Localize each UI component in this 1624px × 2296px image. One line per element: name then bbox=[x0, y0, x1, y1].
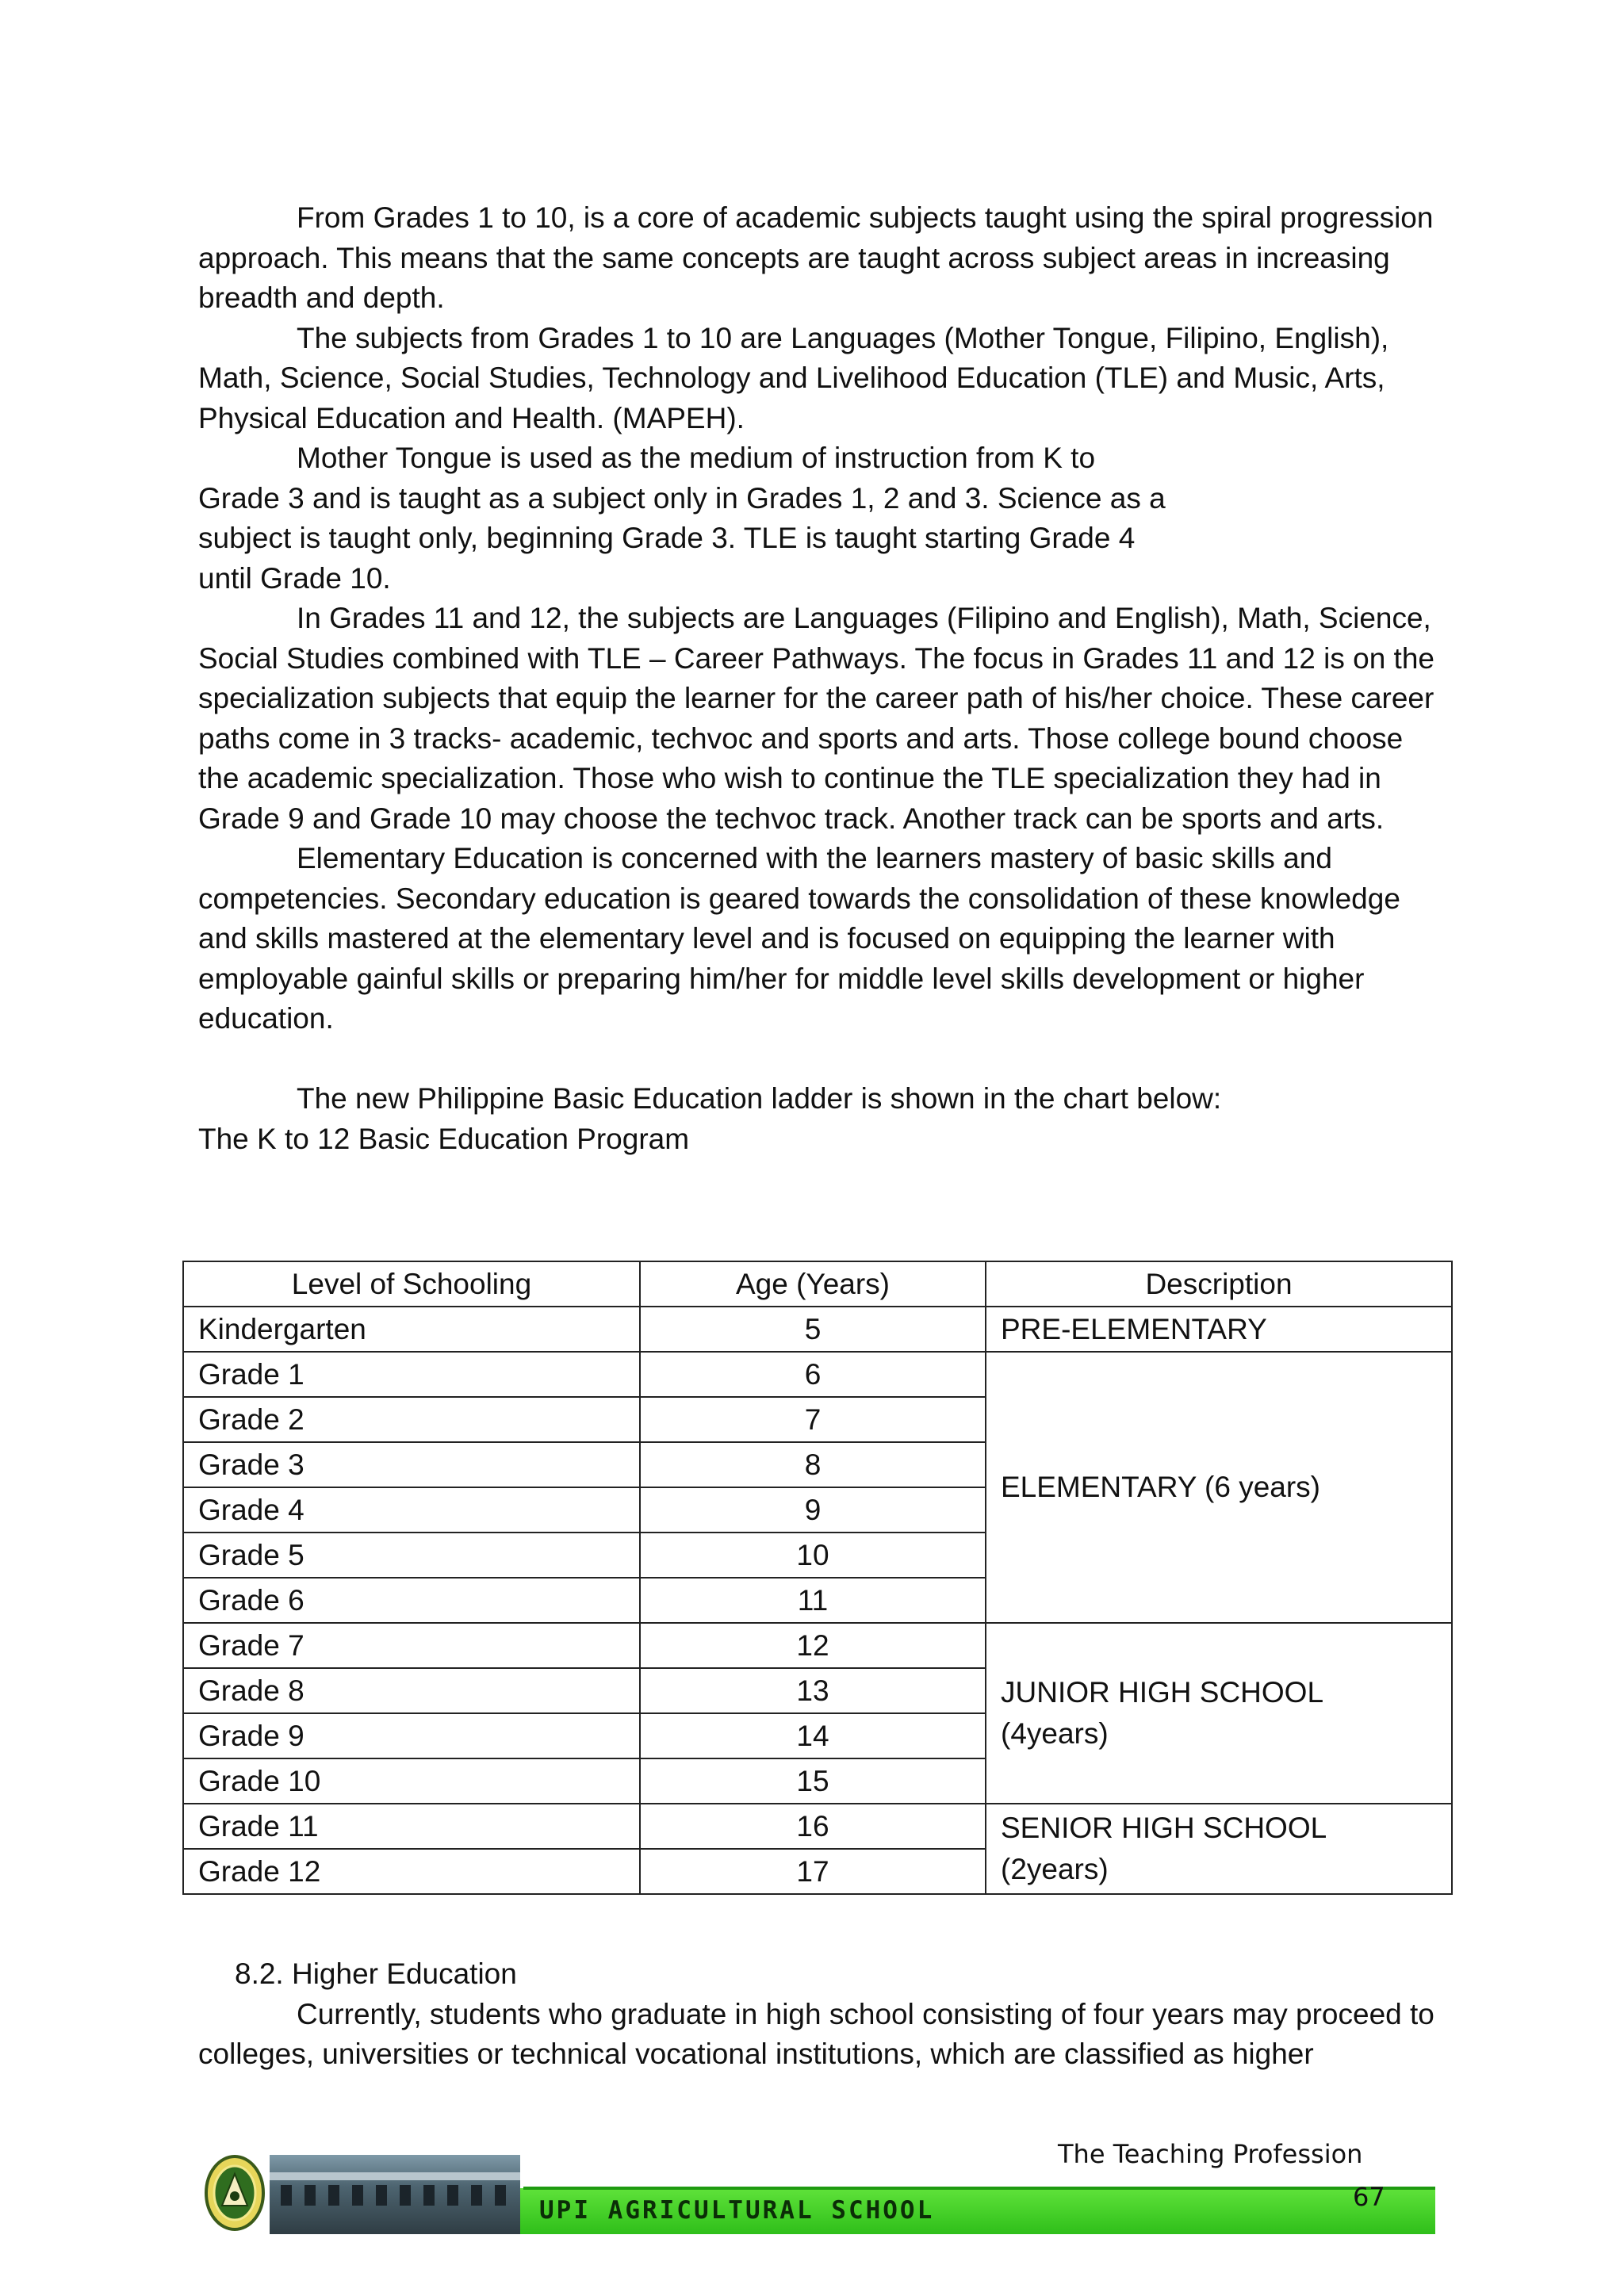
building-roof bbox=[270, 2172, 520, 2180]
age-cell: 8 bbox=[640, 1442, 986, 1487]
table-row bbox=[183, 1804, 1452, 1849]
level-cell: Grade 2 bbox=[183, 1397, 640, 1442]
paragraph-higher-education bbox=[198, 1995, 1443, 2075]
footer-caption: The Teaching Profession bbox=[1058, 2139, 1363, 2169]
age-cell: 5 bbox=[640, 1307, 986, 1352]
building-window bbox=[423, 2185, 435, 2206]
paragraph-higher-education-text: Currently, students who graduate in high school consisting of four years may proceed to colleges, universities or technical vocational institutions, which are classified as higher bbox=[198, 1997, 1434, 2070]
paragraph-grades-11-12 bbox=[198, 599, 1443, 839]
table-row bbox=[183, 1307, 1452, 1352]
paragraph-elementary bbox=[198, 839, 1443, 1039]
description-pre-elementary: PRE-ELEMENTARY bbox=[986, 1307, 1452, 1352]
school-seal-icon bbox=[205, 2153, 265, 2233]
junior-high-years: (4years) bbox=[1001, 1717, 1109, 1750]
level-cell: Grade 10 bbox=[183, 1758, 640, 1804]
body-text bbox=[198, 198, 1443, 1159]
age-cell: 15 bbox=[640, 1758, 986, 1804]
building-window bbox=[447, 2185, 458, 2206]
paragraph-ladder-intro-text: The new Philippine Basic Education ladder is shown in the chart below: bbox=[297, 1082, 1222, 1115]
building-window bbox=[400, 2185, 411, 2206]
higher-education-section bbox=[198, 1954, 1443, 2075]
section-heading: 8.2. Higher Education bbox=[235, 1957, 517, 1990]
level-cell: Grade 8 bbox=[183, 1668, 640, 1713]
header-description: Description bbox=[986, 1261, 1452, 1307]
level-cell: Grade 4 bbox=[183, 1487, 640, 1533]
description-senior-high bbox=[986, 1804, 1452, 1894]
paragraph-spiral-text: From Grades 1 to 10, is a core of academic subjects taught using the spiral progression approach. This means that the same concepts are taught across subject areas in increasing breadth and depth. bbox=[198, 201, 1434, 314]
table-header-row bbox=[183, 1261, 1452, 1307]
table-row bbox=[183, 1623, 1452, 1668]
level-cell: Grade 3 bbox=[183, 1442, 640, 1487]
senior-high-label: SENIOR HIGH SCHOOL bbox=[1001, 1812, 1327, 1844]
building-window bbox=[376, 2185, 387, 2206]
blank-line bbox=[198, 1039, 1443, 1080]
age-cell: 17 bbox=[640, 1849, 986, 1894]
age-cell: 6 bbox=[640, 1352, 986, 1397]
education-ladder-table bbox=[182, 1261, 1453, 1895]
header-age: Age (Years) bbox=[640, 1261, 986, 1307]
header-level: Level of Schooling bbox=[183, 1261, 640, 1307]
age-cell: 13 bbox=[640, 1668, 986, 1713]
building-window bbox=[471, 2185, 482, 2206]
table-caption: The K to 12 Basic Education Program bbox=[198, 1122, 690, 1155]
school-building-image bbox=[270, 2155, 520, 2234]
building-window bbox=[495, 2185, 506, 2206]
paragraph-mother-tongue bbox=[198, 438, 1166, 599]
paragraph-elementary-text: Elementary Education is concerned with the learners mastery of basic skills and competencies. Secondary education is geared towards the consolidation of these knowledge and skills mastered at the elementary level and is focused on equipping the learner with employable gainful skills or preparing him/her for middle level skills development or higher education. bbox=[198, 842, 1400, 1035]
footer-divider bbox=[523, 2187, 1435, 2190]
level-cell: Grade 11 bbox=[183, 1804, 640, 1849]
age-cell: 9 bbox=[640, 1487, 986, 1533]
level-cell: Grade 6 bbox=[183, 1578, 640, 1623]
junior-high-label: JUNIOR HIGH SCHOOL bbox=[1001, 1676, 1324, 1709]
age-cell: 12 bbox=[640, 1623, 986, 1668]
senior-high-years: (2years) bbox=[1001, 1853, 1109, 1885]
description-elementary: ELEMENTARY (6 years) bbox=[986, 1352, 1452, 1623]
building-window bbox=[281, 2185, 292, 2206]
paragraph-mother-tongue-text: Mother Tongue is used as the medium of instruction from K to Grade 3 and is taught as a subject only in Grades 1, 2 and 3. Science as a subject is taught only, beginning Grade 3. TLE is taught starting Grade 4 until Grade 10. bbox=[198, 442, 1166, 595]
level-cell: Kindergarten bbox=[183, 1307, 640, 1352]
level-cell: Grade 9 bbox=[183, 1713, 640, 1758]
level-cell: Grade 1 bbox=[183, 1352, 640, 1397]
age-cell: 11 bbox=[640, 1578, 986, 1623]
building-window bbox=[352, 2185, 363, 2206]
school-name: UPI AGRICULTURAL SCHOOL bbox=[539, 2196, 935, 2225]
description-junior-high bbox=[986, 1623, 1452, 1804]
paragraph-spiral bbox=[198, 198, 1443, 319]
building-window bbox=[328, 2185, 339, 2206]
building-window bbox=[304, 2185, 316, 2206]
level-cell: Grade 12 bbox=[183, 1849, 640, 1894]
level-cell: Grade 7 bbox=[183, 1623, 640, 1668]
age-cell: 16 bbox=[640, 1804, 986, 1849]
age-cell: 10 bbox=[640, 1533, 986, 1578]
age-cell: 7 bbox=[640, 1397, 986, 1442]
level-cell: Grade 5 bbox=[183, 1533, 640, 1578]
paragraph-subjects bbox=[198, 319, 1443, 439]
paragraph-subjects-text: The subjects from Grades 1 to 10 are Languages (Mother Tongue, Filipino, English), Math, Science, Social Studies, Technology and Livelihood Education (TLE) and Music, Arts, Physical Education and Health. (MAPEH). bbox=[198, 321, 1389, 434]
age-cell: 14 bbox=[640, 1713, 986, 1758]
paragraph-grades-11-12-text: In Grades 11 and 12, the subjects are Languages (Filipino and English), Math, Science, Social Studies combined with TLE – Career Pathways. The focus in Grades 11 and 12 is on the specialization subjects that equip the learner for the career path of his/her choice. These career paths come in 3 tracks- academic, techvoc and sports and arts. Those college bound choose the academic specialization. Those who wish to continue the TLE specialization they had in Grade 9 and Grade 10 may choose the techvoc track. Another track can be sports and arts. bbox=[198, 602, 1434, 835]
page-number: 67 bbox=[1353, 2182, 1385, 2212]
table-row bbox=[183, 1352, 1452, 1397]
paragraph-ladder-intro bbox=[198, 1079, 1443, 1119]
